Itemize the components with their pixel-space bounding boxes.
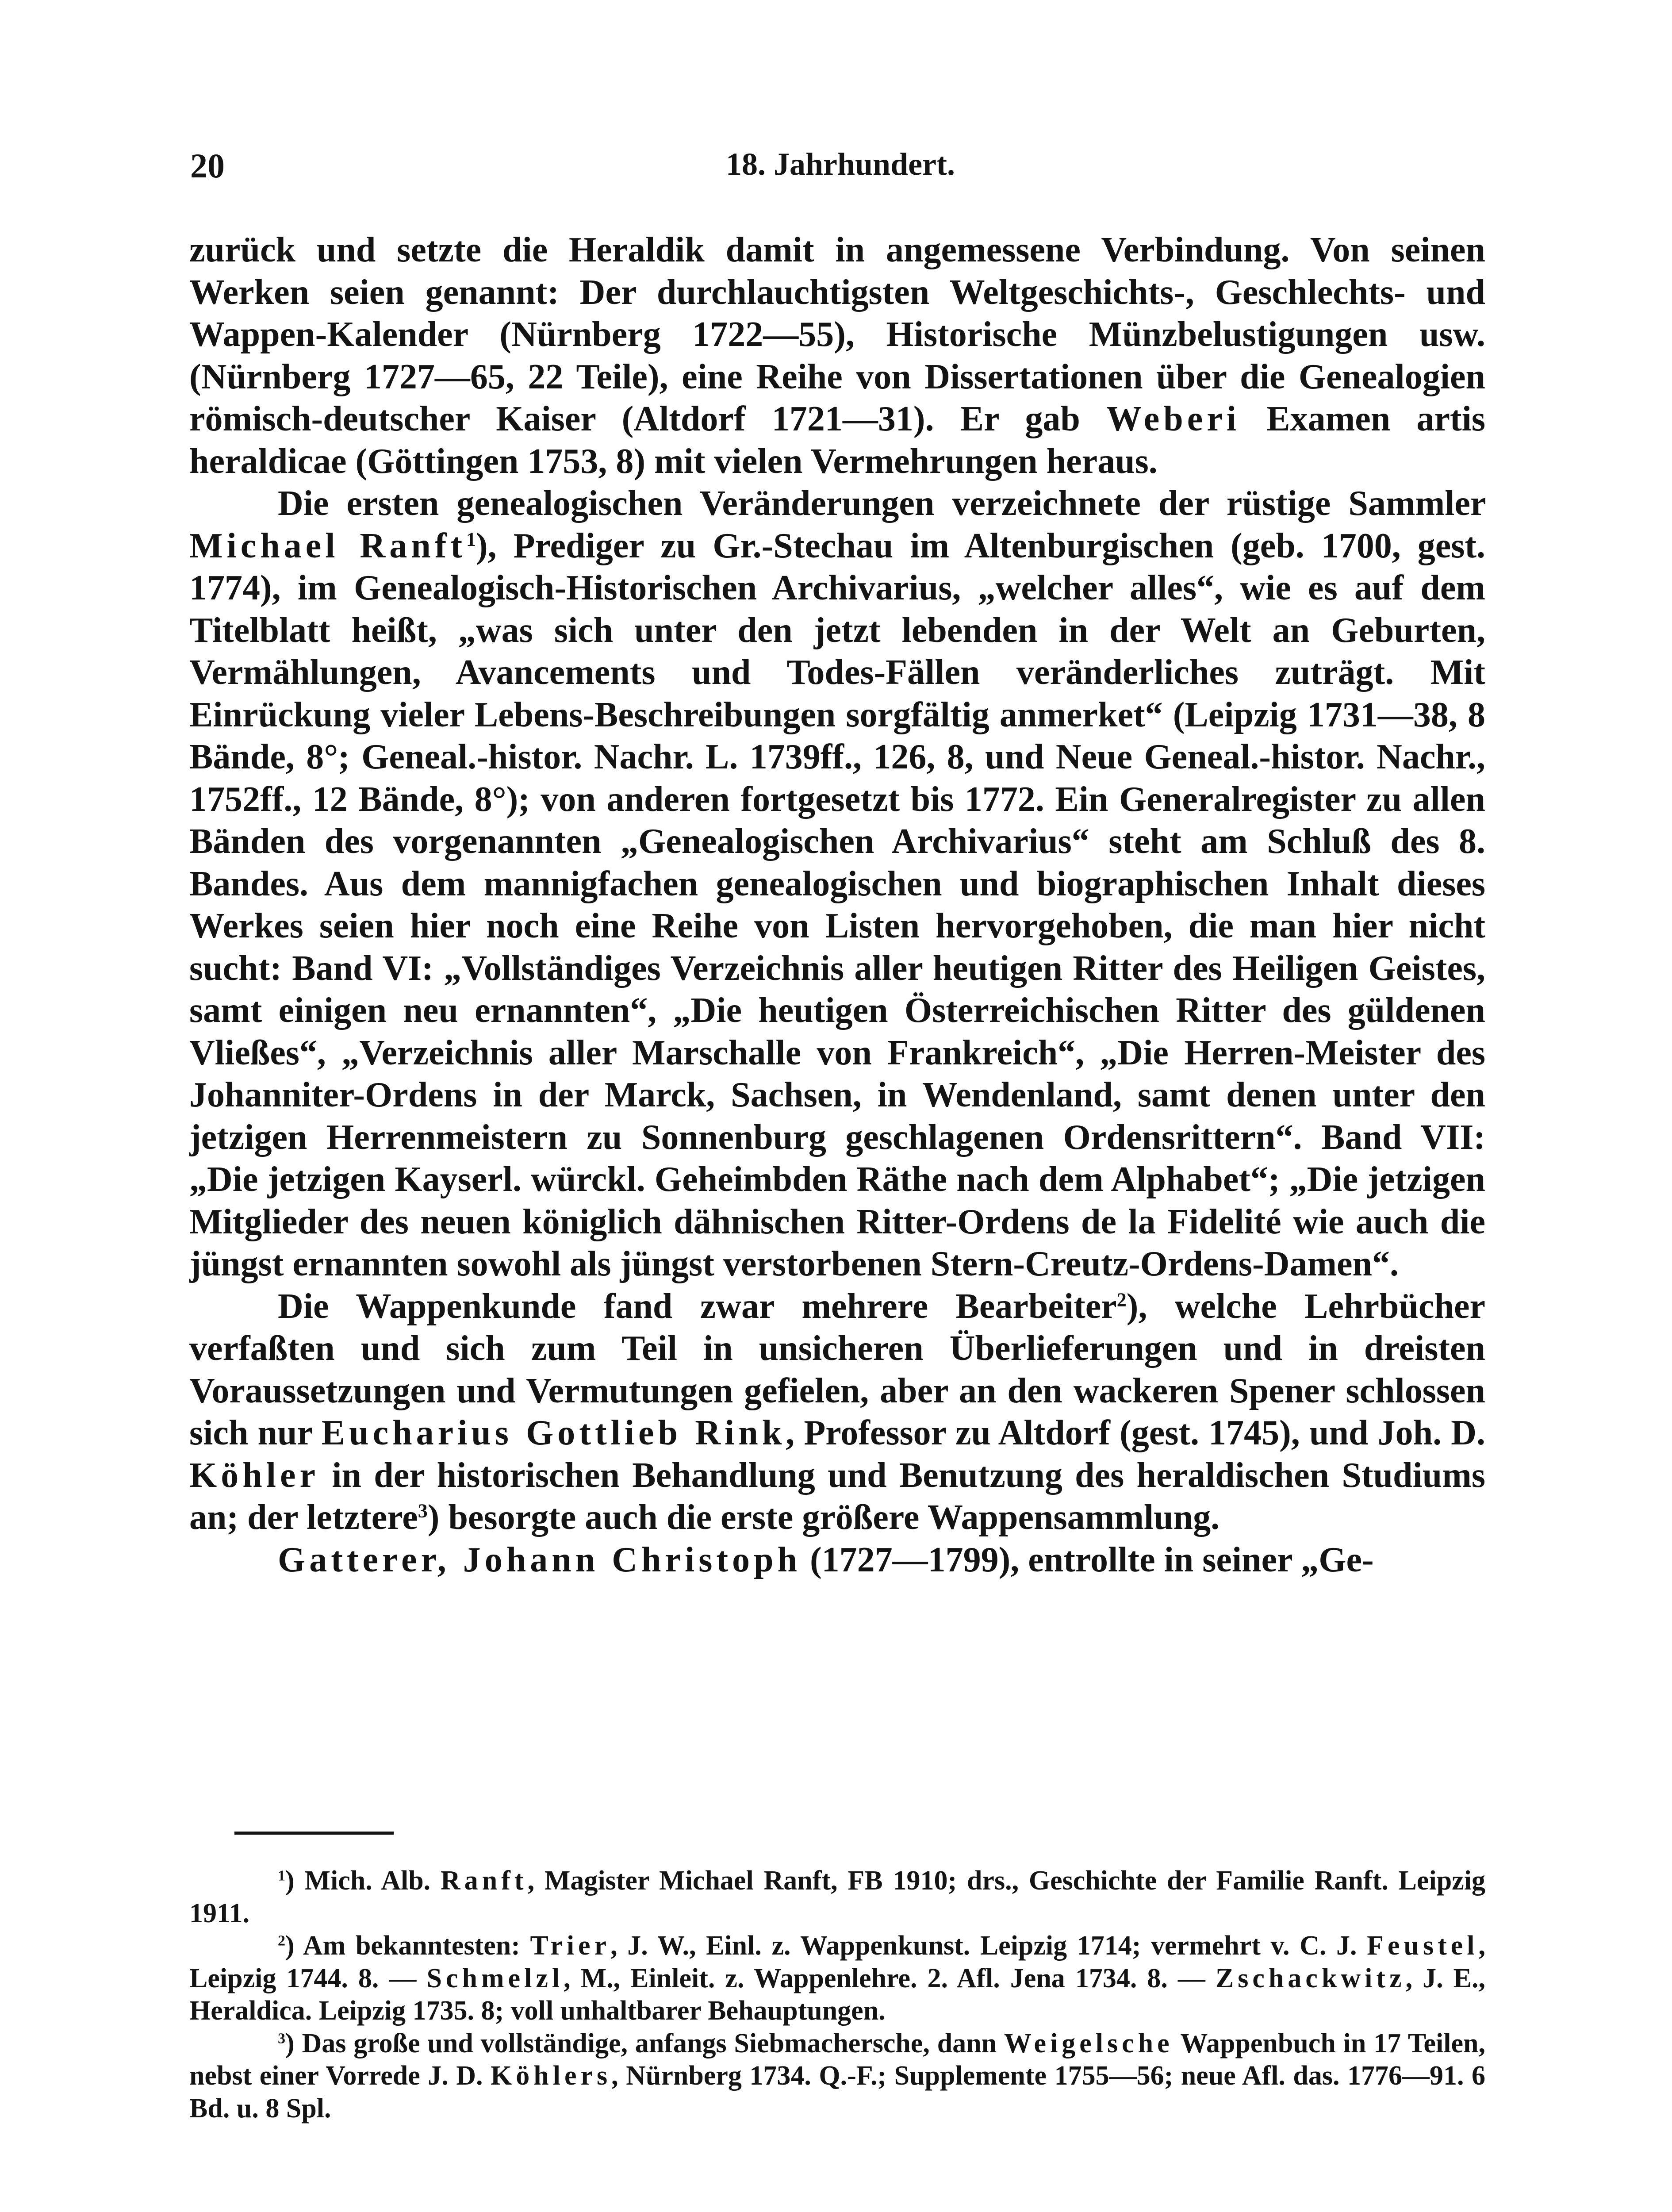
footnote-1-name: Ranft: [441, 1866, 528, 1896]
running-head: 18. Jahrhundert.: [725, 146, 955, 182]
spaced-name-rink: Eucharius Gottlieb Rink: [321, 1413, 786, 1452]
footnote-1: [189, 1865, 1485, 1930]
footnote-2-mid-1: , J. W., Einl. z. Wappenkunst. Leipzig 1714; vermehrt v. C. J.: [610, 1931, 1357, 1961]
footnote-1-start: ) Mich. Alb.: [285, 1866, 431, 1896]
footnote-2-name-schmelzl: Schmelzl: [426, 1963, 564, 1993]
paragraph-1-end: Examen artis heraldicae (Göttingen 1753, 8) mit vielen Vermehrungen heraus.: [189, 399, 1486, 481]
paragraph-1-text: zurück und setzte die Heraldik damit in angemessene Verbindung. Von seinen Werken seien genannt: Der durchlauchtigsten Weltgeschichts-, Geschlechts- und Wappen-Kalender (Nürnberg 1722—55), Historische Münzbelustigungen usw. (Nürnberg 1727—65, 22 Teile), eine Reihe von Dissertationen über die Genealogien römisch-deutscher Kaiser (Altdorf 1721—31). Er gab: [189, 230, 1485, 438]
footnote-3-mid: Wappenbuch in 17 Teilen, nebst einer Vorrede J. D.: [189, 2028, 1485, 2091]
paragraph-1: [189, 229, 1485, 483]
paragraph-3-mid-2: , Professor zu Altdorf (gest. 1745), und Joh. D.: [786, 1413, 1486, 1452]
footnote-ref-3: 3: [418, 1500, 428, 1522]
paragraph-3-start: Die Wappenkunde fand zwar mehrere Bearbeiter: [278, 1286, 1117, 1326]
spaced-name-koehler: Köhler: [189, 1455, 319, 1495]
spaced-name-weberi: Weberi: [1106, 399, 1240, 438]
footnote-2-end: , J. E., Heraldica. Leipzig 1735. 8; voll unhaltbarer Behauptungen.: [189, 1963, 1485, 2026]
paragraph-2-end: ), Prediger zu Gr.-Stechau im Altenburgischen (geb. 1700, gest. 1774), im Genealogisch-Historischen Archivarius, „welcher alles“, wie es auf dem Titelblatt heißt, „was sich unter den jetzt lebenden in der Welt an Geburten, Vermählungen, Avancements und Todes-Fällen veränderliches zuträgt. Mit Einrückung vieler Lebens-Beschreibungen sorgfältig anmerket“ (Leipzig 1731—38, 8 Bände, 8°; Geneal.-histor. Nachr. L. 1739ff., 126, 8, und Neue Geneal.-histor. Nachr., 1752ff., 12 Bände, 8°); von anderen fortgesetzt bis 1772. Ein Generalregister zu allen Bänden des vorgenannten „Genealogischen Archivarius“ steht am Schluß des 8. Bandes. Aus dem mannigfachen genealogischen und biographischen Inhalt dieses Werkes seien hier noch eine Reihe von Listen hervorgehoben, die man hier nicht sucht: Band VI: „Vollständiges Verzeichnis aller heutigen Ritter des Heiligen Geistes, samt einigen neu ernannten“, „Die heutigen Österreichischen Ritter des güldenen Vließes“, „Verzeichnis aller Marschalle von Frankreich“, „Die Herren-Meister des Johanniter-Ordens in der Marck, Sachsen, in Wendenland, samt denen unter den jetzigen Herrenmeistern zu Sonnenburg geschlagenen Ordensrittern“. Band VII: „Die jetzigen Kayserl. würckl. Geheimbden Räthe nach dem Alphabet“; „Die jetzigen Mitglieder des neuen königlich dähnischen Ritter-Ordens de la Fidelité wie auch die jüngst ernannten sowohl als jüngst verstorbenen Stern-Creutz-Ordens-Damen“.: [189, 526, 1485, 1283]
footnote-2-name-trier: Trier: [530, 1931, 611, 1961]
footnote-3-start: ) Das große und vollständige, anfangs Siebmachersche, dann: [285, 2028, 997, 2058]
spaced-name-ranft: Michael Ranft: [189, 526, 466, 565]
footnote-2-mark: 2: [278, 1932, 286, 1949]
footnote-1-end: , Magister Michael Ranft, FB 1910; drs., Geschichte der Familie Ranft. Leipzig 1911.: [189, 1866, 1485, 1928]
page-number: 20: [190, 146, 225, 185]
body-text: [189, 229, 1485, 1581]
footnote-separator: [234, 1832, 394, 1835]
paragraph-2-start: Die ersten genealogischen Veränderungen verzeichnete der rüstige Sammler: [278, 484, 1485, 523]
footnote-2-mid-2: , Leipzig 1744. 8. —: [189, 1931, 1486, 1993]
spaced-name-gatterer: Gatterer, Johann Christoph: [278, 1540, 801, 1579]
footnotes: [189, 1865, 1485, 2125]
footnote-2-name-feustel: Feustel: [1367, 1931, 1479, 1961]
footnote-3-name-koehler: Köhlers: [491, 2061, 612, 2091]
footnote-ref-1: 1: [466, 528, 476, 550]
footnote-3: [189, 2028, 1485, 2125]
footnote-2-start: ) Am bekanntesten:: [285, 1931, 520, 1961]
paragraph-3-mid-3: in der historischen Behandlung und Benutzung des heraldischen Studiums an; der letztere: [189, 1455, 1486, 1537]
paragraph-4-end: (1727—1799), entrollte in seiner „Ge-: [809, 1540, 1374, 1579]
footnote-2-name-zschackwitz: Zschackwitz: [1215, 1963, 1406, 1993]
footnote-3-name-weigel: Weigelsche: [1004, 2028, 1173, 2058]
paragraph-3: [189, 1286, 1485, 1539]
paragraph-2: [189, 483, 1485, 1286]
paragraph-3-end: ) besorgte auch die erste größere Wappensammlung.: [427, 1498, 1220, 1537]
footnote-3-mark: 3: [278, 2030, 286, 2047]
paragraph-3-mid-1: ), welche Lehrbücher verfaßten und sich zum Teil in unsicheren Überlieferungen und in dreisten Voraussetzungen und Vermutungen gefielen, aber an den wackeren Spener schlossen sich nur: [189, 1286, 1485, 1452]
footnote-3-end: , Nürnberg 1734. Q.-F.; Supplemente 1755—56; neue Afl. das. 1776—91. 6 Bd. u. 8 Spl.: [189, 2061, 1486, 2124]
paragraph-4: [189, 1539, 1485, 1582]
footnote-1-mark: 1: [278, 1867, 286, 1884]
page-header: [186, 146, 1495, 195]
footnote-2-mid-3: , M., Einleit. z. Wappenlehre. 2. Afl. Jena 1734. 8. —: [564, 1963, 1205, 1993]
footnote-ref-2: 2: [1116, 1289, 1127, 1311]
footnote-2: [189, 1930, 1485, 2028]
